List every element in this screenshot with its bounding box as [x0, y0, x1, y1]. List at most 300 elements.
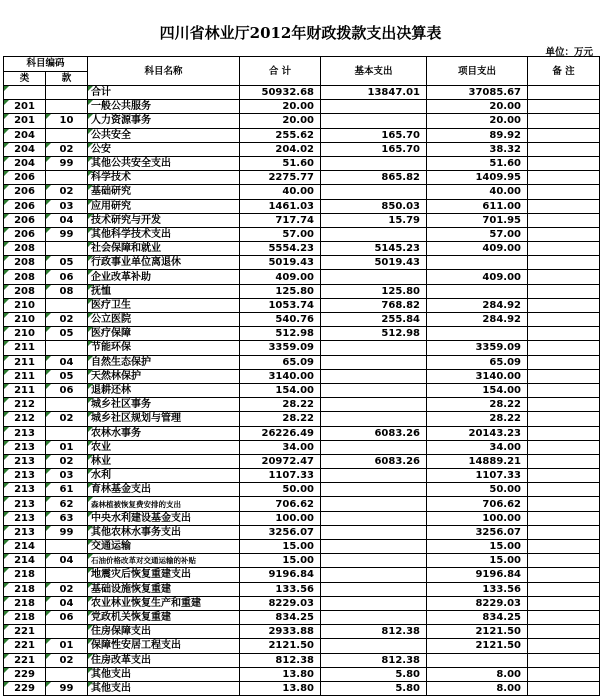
cell-kuan: 10	[46, 114, 88, 128]
cell-basic	[321, 100, 427, 114]
cell-name: 节能环保	[88, 341, 240, 355]
cell-project: 8.00	[427, 667, 528, 681]
cell-marker-icon	[46, 412, 51, 417]
cell-marker-icon	[88, 497, 93, 502]
table-row	[4, 525, 600, 539]
cell-name: 其他支出	[88, 681, 240, 695]
table-row	[4, 511, 600, 525]
cell-basic	[321, 469, 427, 483]
cell-marker-icon	[46, 554, 51, 559]
cell-kuan: 99	[46, 681, 88, 695]
cell-marker-icon	[4, 526, 9, 531]
cell-remark	[528, 341, 600, 355]
cell-name: 党政机关恢复重建	[88, 610, 240, 624]
cell-kuan	[46, 86, 88, 100]
cell-marker-icon	[4, 356, 9, 361]
cell-kuan: 03	[46, 469, 88, 483]
cell-total: 5554.23	[240, 242, 321, 256]
cell-project: 51.60	[427, 156, 528, 170]
cell-kuan	[46, 341, 88, 355]
cell-marker-icon	[46, 512, 51, 517]
cell-basic: 850.03	[321, 199, 427, 213]
cell-marker-icon	[88, 483, 93, 488]
cell-marker-icon	[4, 412, 9, 417]
cell-total: 3359.09	[240, 341, 321, 355]
cell-lei: 212	[4, 398, 46, 412]
cell-basic	[321, 497, 427, 511]
cell-basic: 5145.23	[321, 242, 427, 256]
cell-kuan: 99	[46, 525, 88, 539]
cell-marker-icon	[4, 370, 9, 375]
cell-total: 125.80	[240, 284, 321, 298]
cell-kuan: 02	[46, 412, 88, 426]
cell-name: 保障性安居工程支出	[88, 639, 240, 653]
cell-project: 834.25	[427, 610, 528, 624]
cell-marker-icon	[46, 583, 51, 588]
cell-name: 技术研究与开发	[88, 213, 240, 227]
cell-project: 20143.23	[427, 426, 528, 440]
cell-remark	[528, 610, 600, 624]
cell-marker-icon	[88, 441, 93, 446]
cell-kuan: 02	[46, 142, 88, 156]
table-row	[4, 554, 600, 568]
cell-basic: 165.70	[321, 128, 427, 142]
cell-total: 2121.50	[240, 639, 321, 653]
cell-total: 13.80	[240, 667, 321, 681]
cell-lei: 221	[4, 653, 46, 667]
cell-project: 3140.00	[427, 369, 528, 383]
cell-name: 自然生态保护	[88, 355, 240, 369]
cell-marker-icon	[4, 512, 9, 517]
table-row	[4, 100, 600, 114]
cell-lei: 221	[4, 625, 46, 639]
cell-total: 20.00	[240, 114, 321, 128]
cell-remark	[528, 156, 600, 170]
cell-remark	[528, 383, 600, 397]
cell-name: 其他支出	[88, 667, 240, 681]
cell-lei: 206	[4, 185, 46, 199]
cell-project: 100.00	[427, 511, 528, 525]
cell-marker-icon	[46, 143, 51, 148]
cell-marker-icon	[88, 114, 93, 119]
cell-marker-icon	[88, 270, 93, 275]
header-lei: 类	[4, 71, 46, 86]
table-row	[4, 383, 600, 397]
cell-marker-icon	[88, 370, 93, 375]
table-row	[4, 171, 600, 185]
cell-remark	[528, 270, 600, 284]
cell-lei: 208	[4, 242, 46, 256]
cell-project: 1107.33	[427, 469, 528, 483]
cell-lei: 212	[4, 412, 46, 426]
cell-basic	[321, 114, 427, 128]
cell-lei: 213	[4, 440, 46, 454]
cell-marker-icon	[88, 540, 93, 545]
cell-total: 28.22	[240, 398, 321, 412]
table-row	[4, 142, 600, 156]
cell-marker-icon	[88, 157, 93, 162]
cell-total: 2275.77	[240, 171, 321, 185]
cell-total: 133.56	[240, 582, 321, 596]
cell-marker-icon	[4, 469, 9, 474]
cell-project	[427, 653, 528, 667]
cell-marker-icon	[88, 185, 93, 190]
cell-project: 89.92	[427, 128, 528, 142]
cell-marker-icon	[4, 171, 9, 176]
table-row	[4, 483, 600, 497]
cell-marker-icon	[4, 157, 9, 162]
cell-marker-icon	[46, 497, 51, 502]
cell-remark	[528, 667, 600, 681]
cell-remark	[528, 242, 600, 256]
cell-marker-icon	[46, 256, 51, 261]
cell-total: 204.02	[240, 142, 321, 156]
cell-marker-icon	[46, 384, 51, 389]
cell-name: 天然林保护	[88, 369, 240, 383]
cell-lei: 206	[4, 171, 46, 185]
cell-name: 医疗卫生	[88, 298, 240, 312]
table-row	[4, 653, 600, 667]
cell-lei: 206	[4, 213, 46, 227]
cell-lei: 211	[4, 369, 46, 383]
cell-kuan: 05	[46, 327, 88, 341]
cell-basic	[321, 341, 427, 355]
cell-basic: 5.80	[321, 681, 427, 695]
cell-marker-icon	[4, 427, 9, 432]
cell-kuan: 99	[46, 227, 88, 241]
cell-remark	[528, 284, 600, 298]
cell-marker-icon	[4, 114, 9, 119]
cell-kuan: 99	[46, 156, 88, 170]
cell-basic	[321, 355, 427, 369]
cell-marker-icon	[46, 441, 51, 446]
cell-marker-icon	[46, 270, 51, 275]
cell-kuan: 04	[46, 355, 88, 369]
cell-name: 合计	[88, 86, 240, 100]
cell-marker-icon	[46, 214, 51, 219]
cell-marker-icon	[4, 540, 9, 545]
cell-remark	[528, 298, 600, 312]
cell-name: 企业改革补助	[88, 270, 240, 284]
cell-project: 2121.50	[427, 625, 528, 639]
cell-kuan: 62	[46, 497, 88, 511]
header-kuan: 款	[46, 71, 88, 86]
cell-project: 57.00	[427, 227, 528, 241]
cell-basic: 5019.43	[321, 256, 427, 270]
cell-kuan: 06	[46, 383, 88, 397]
cell-remark	[528, 497, 600, 511]
cell-marker-icon	[88, 285, 93, 290]
table-row	[4, 369, 600, 383]
cell-marker-icon	[4, 270, 9, 275]
cell-kuan	[46, 667, 88, 681]
cell-marker-icon	[88, 86, 93, 91]
cell-total: 20972.47	[240, 454, 321, 468]
cell-kuan: 01	[46, 639, 88, 653]
cell-marker-icon	[4, 242, 9, 247]
table-row	[4, 469, 600, 483]
cell-total: 3140.00	[240, 369, 321, 383]
table-row	[4, 298, 600, 312]
cell-marker-icon	[46, 455, 51, 460]
cell-remark	[528, 128, 600, 142]
cell-name: 抚恤	[88, 284, 240, 298]
cell-project: 40.00	[427, 185, 528, 199]
cell-project: 611.00	[427, 199, 528, 213]
table-row	[4, 568, 600, 582]
cell-marker-icon	[4, 143, 9, 148]
cell-total: 50.00	[240, 483, 321, 497]
cell-basic: 15.79	[321, 213, 427, 227]
cell-marker-icon	[46, 483, 51, 488]
cell-lei: 213	[4, 525, 46, 539]
cell-project: 20.00	[427, 100, 528, 114]
cell-marker-icon	[4, 455, 9, 460]
cell-marker-icon	[4, 129, 9, 134]
table-row	[4, 454, 600, 468]
table-body	[4, 86, 600, 696]
cell-marker-icon	[4, 497, 9, 502]
cell-marker-icon	[4, 285, 9, 290]
cell-marker-icon	[4, 441, 9, 446]
table-row	[4, 156, 600, 170]
cell-name: 社会保障和就业	[88, 242, 240, 256]
cell-name: 行政事业单位离退休	[88, 256, 240, 270]
cell-basic	[321, 369, 427, 383]
table-row	[4, 86, 600, 100]
cell-name: 林业	[88, 454, 240, 468]
cell-lei: 210	[4, 313, 46, 327]
cell-remark	[528, 355, 600, 369]
header-project: 项目支出	[427, 57, 528, 86]
cell-total: 812.38	[240, 653, 321, 667]
cell-project: 15.00	[427, 554, 528, 568]
cell-marker-icon	[88, 654, 93, 659]
cell-marker-icon	[88, 242, 93, 247]
page-title: 四川省林业厅2012年财政拨款支出决算表	[159, 24, 442, 42]
table-row	[4, 667, 600, 681]
cell-basic	[321, 511, 427, 525]
header-remark: 备 注	[528, 57, 600, 86]
cell-name: 农业	[88, 440, 240, 454]
table-row	[4, 681, 600, 695]
cell-remark	[528, 142, 600, 156]
cell-lei: 213	[4, 497, 46, 511]
cell-remark	[528, 554, 600, 568]
cell-remark	[528, 440, 600, 454]
cell-total: 100.00	[240, 511, 321, 525]
cell-total: 26226.49	[240, 426, 321, 440]
cell-kuan	[46, 398, 88, 412]
cell-basic	[321, 540, 427, 554]
cell-total: 15.00	[240, 540, 321, 554]
cell-basic	[321, 440, 427, 454]
cell-lei: 214	[4, 554, 46, 568]
cell-marker-icon	[46, 228, 51, 233]
cell-marker-icon	[46, 611, 51, 616]
header-code: 科目编码	[4, 57, 88, 72]
cell-marker-icon	[46, 469, 51, 474]
cell-marker-icon	[88, 214, 93, 219]
cell-marker-icon	[4, 100, 9, 105]
cell-marker-icon	[4, 214, 9, 219]
table-row	[4, 440, 600, 454]
cell-kuan: 02	[46, 313, 88, 327]
cell-project: 3256.07	[427, 525, 528, 539]
cell-lei: 221	[4, 639, 46, 653]
cell-name: 基础研究	[88, 185, 240, 199]
cell-marker-icon	[88, 427, 93, 432]
cell-name: 地震灾后恢复重建支出	[88, 568, 240, 582]
cell-lei: 208	[4, 256, 46, 270]
cell-basic: 6083.26	[321, 426, 427, 440]
cell-marker-icon	[46, 285, 51, 290]
cell-kuan: 04	[46, 213, 88, 227]
cell-name: 退耕还林	[88, 383, 240, 397]
cell-project: 9196.84	[427, 568, 528, 582]
cell-kuan	[46, 568, 88, 582]
cell-lei: 204	[4, 142, 46, 156]
cell-total: 57.00	[240, 227, 321, 241]
cell-remark	[528, 313, 600, 327]
cell-total: 50932.68	[240, 86, 321, 100]
cell-name: 农林水事务	[88, 426, 240, 440]
cell-basic	[321, 398, 427, 412]
cell-marker-icon	[4, 597, 9, 602]
cell-total: 255.62	[240, 128, 321, 142]
cell-basic	[321, 568, 427, 582]
cell-total: 8229.03	[240, 596, 321, 610]
cell-name: 其他公共安全支出	[88, 156, 240, 170]
table-row	[4, 412, 600, 426]
cell-project: 2121.50	[427, 639, 528, 653]
cell-remark	[528, 100, 600, 114]
cell-kuan: 05	[46, 256, 88, 270]
cell-total: 40.00	[240, 185, 321, 199]
cell-remark	[528, 596, 600, 610]
cell-total: 13.80	[240, 681, 321, 695]
cell-lei: 213	[4, 483, 46, 497]
table-row	[4, 625, 600, 639]
cell-remark	[528, 185, 600, 199]
cell-basic: 512.98	[321, 327, 427, 341]
cell-name: 城乡社区规划与管理	[88, 412, 240, 426]
cell-remark	[528, 483, 600, 497]
cell-marker-icon	[88, 469, 93, 474]
cell-kuan: 02	[46, 185, 88, 199]
table-row	[4, 128, 600, 142]
cell-marker-icon	[46, 200, 51, 205]
cell-total: 20.00	[240, 100, 321, 114]
cell-marker-icon	[4, 682, 9, 687]
cell-lei: 213	[4, 454, 46, 468]
cell-name: 森林植被恢复费安排的支出	[88, 497, 240, 511]
cell-kuan: 03	[46, 199, 88, 213]
cell-marker-icon	[46, 654, 51, 659]
cell-basic: 6083.26	[321, 454, 427, 468]
cell-project: 38.32	[427, 142, 528, 156]
cell-marker-icon	[46, 682, 51, 687]
cell-basic	[321, 227, 427, 241]
cell-total: 154.00	[240, 383, 321, 397]
cell-kuan: 06	[46, 610, 88, 624]
cell-remark	[528, 469, 600, 483]
cell-marker-icon	[88, 313, 93, 318]
cell-lei: 210	[4, 298, 46, 312]
table-row	[4, 270, 600, 284]
cell-kuan	[46, 426, 88, 440]
cell-marker-icon	[88, 597, 93, 602]
cell-marker-icon	[4, 384, 9, 389]
cell-basic	[321, 412, 427, 426]
cell-remark	[528, 412, 600, 426]
cell-marker-icon	[46, 114, 51, 119]
cell-total: 5019.43	[240, 256, 321, 270]
cell-project: 706.62	[427, 497, 528, 511]
table-row	[4, 596, 600, 610]
table-row	[4, 227, 600, 241]
table-row	[4, 284, 600, 298]
cell-marker-icon	[88, 583, 93, 588]
cell-basic	[321, 270, 427, 284]
cell-marker-icon	[88, 526, 93, 531]
cell-lei: 208	[4, 270, 46, 284]
cell-kuan	[46, 625, 88, 639]
cell-lei: 208	[4, 284, 46, 298]
cell-remark	[528, 525, 600, 539]
cell-project: 50.00	[427, 483, 528, 497]
cell-lei: 211	[4, 355, 46, 369]
cell-total: 3256.07	[240, 525, 321, 539]
cell-name: 城乡社区事务	[88, 398, 240, 412]
cell-kuan	[46, 100, 88, 114]
cell-lei: 201	[4, 114, 46, 128]
cell-marker-icon	[4, 668, 9, 673]
cell-kuan: 08	[46, 284, 88, 298]
cell-name: 水利	[88, 469, 240, 483]
cell-lei: 204	[4, 156, 46, 170]
cell-kuan	[46, 128, 88, 142]
cell-basic	[321, 610, 427, 624]
cell-total: 409.00	[240, 270, 321, 284]
cell-marker-icon	[4, 327, 9, 332]
table-row	[4, 341, 600, 355]
cell-lei: 204	[4, 128, 46, 142]
cell-marker-icon	[88, 639, 93, 644]
table-row	[4, 540, 600, 554]
cell-name: 住房保障支出	[88, 625, 240, 639]
cell-marker-icon	[46, 356, 51, 361]
cell-total: 512.98	[240, 327, 321, 341]
cell-marker-icon	[88, 143, 93, 148]
table-row	[4, 114, 600, 128]
cell-remark	[528, 114, 600, 128]
cell-basic	[321, 554, 427, 568]
cell-remark	[528, 256, 600, 270]
cell-marker-icon	[4, 341, 9, 346]
cell-project: 701.95	[427, 213, 528, 227]
cell-basic	[321, 596, 427, 610]
cell-remark	[528, 568, 600, 582]
cell-lei: 218	[4, 596, 46, 610]
cell-marker-icon	[46, 526, 51, 531]
cell-project: 284.92	[427, 313, 528, 327]
cell-remark	[528, 171, 600, 185]
cell-marker-icon	[4, 398, 9, 403]
cell-name: 科学技术	[88, 171, 240, 185]
cell-marker-icon	[4, 256, 9, 261]
table-row	[4, 185, 600, 199]
